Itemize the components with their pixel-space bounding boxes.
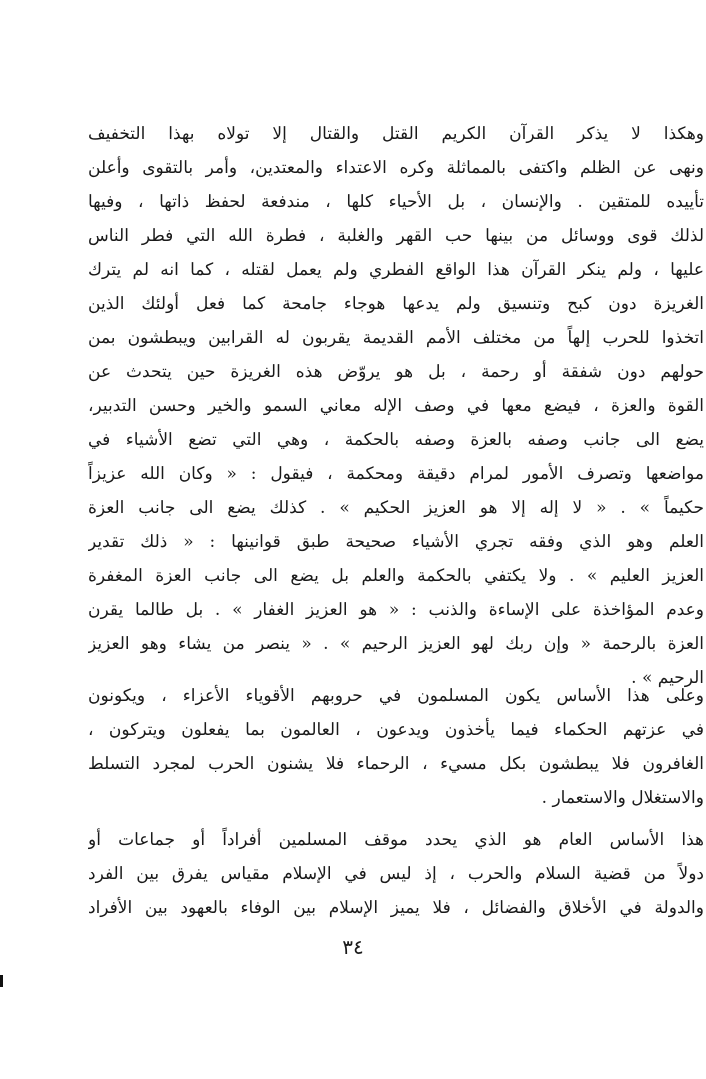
text-line: العزيز العليم » . ولا يكتفي بالحكمة والعلم بل يضع الى جانب العزة المغفرة	[88, 566, 704, 586]
text-line: العزة بالرحمة « وإن ربك لهو العزيز الرحيم » . « ينصر من يشاء وهو العزيز	[88, 634, 704, 654]
text-line: وهكذا لا يذكر القرآن الكريم القتل والقتال إلا تولاه بهذا التخفيف	[88, 124, 704, 144]
text-line: العلم وهو الذي وفقه تجري الأشياء صحيحة طبق قوانينها : « ذلك تقدير	[88, 532, 704, 552]
text-line: ونهى عن الظلم واكتفى بالمماثلة وكره الاعتداء والمعتدين، وأمر بالتقوى وأعلن	[88, 158, 704, 178]
text-line: حكيماً » . « لا إله إلا هو العزيز الحكيم » . كذلك يضع الى جانب العزة	[88, 498, 704, 518]
text-line: والدولة في الأخلاق والفضائل ، فلا يميز الإسلام بين الوفاء بالعهود بين الأفراد	[88, 898, 704, 918]
text-line: مواضعها وتصرف الأمور لمرام دقيقة ومحكمة ، فيقول : « وكان الله عزيزاً	[88, 464, 704, 484]
text-line: لذلك قوى ووسائل من بينها حب القهر والغلبة ، فطرة الله التي فطر الناس	[88, 226, 704, 246]
text-line: عليها ، ولم ينكر القرآن هذا الواقع الفطري ولم يعمل لقتله ، كما انه لم يترك	[88, 260, 704, 280]
text-line: هذا الأساس العام هو الذي يحدد موقف المسلمين أفراداً أو جماعات أو	[88, 830, 704, 850]
text-line: والاستغلال والاستعمار .	[541, 788, 704, 808]
text-line: حولهم دون شفقة أو رحمة ، بل هو يروّض هذه الغريزة حين يتحدث عن	[88, 362, 704, 382]
text-line: الرحيم » .	[631, 668, 704, 688]
paragraph-2	[88, 679, 704, 815]
text-line: القوة والعزة ، فيضع معها في وصف الإله معاني السمو والخير وحسن التدبير،	[88, 396, 704, 416]
text-line: في عزتهم الحكماء فيما يأخذون ويدعون ، العالمون بما يفعلون ويتركون ،	[88, 720, 704, 740]
text-line: دولاً من قضية السلام والحرب ، إذ ليس في الإسلام مقياس يفرق بين الفرد	[88, 864, 704, 884]
paragraph-1	[88, 117, 704, 695]
text-line: الغريزة دون كبح وتنسيق ولم يدعها هوجاء جامحة كما فعل أولئك الذين	[88, 294, 704, 314]
paragraph-3	[88, 823, 704, 925]
page-number: ٣٤	[342, 935, 364, 959]
text-line: تأييده للمتقين . والإنسان ، بل الأحياء كلها ، مندفعة لحفظ ذاتها ، وفيها	[88, 192, 704, 212]
scan-edge-mark	[0, 975, 3, 987]
text-line: وعلى هذا الأساس يكون المسلمون في حروبهم الأقوياء الأعزاء ، ويكونون	[88, 686, 704, 706]
text-line: اتخذوا للحرب إلهاً من مختلف الأمم القديمة يقربون له القرابين ويبطشون بمن	[88, 328, 704, 348]
text-line: وعدم المؤاخذة على الإساءة والذنب : « هو العزيز الغفار » . بل طالما يقرن	[88, 600, 704, 620]
text-line: الغافرون فلا يبطشون بكل مسيء ، الرحماء فلا يشنون الحرب لمجرد التسلط	[88, 754, 704, 774]
text-line: يضع الى جانب وصفه بالعزة وصفه بالحكمة ، وهي التي تضع الأشياء في	[88, 430, 704, 450]
